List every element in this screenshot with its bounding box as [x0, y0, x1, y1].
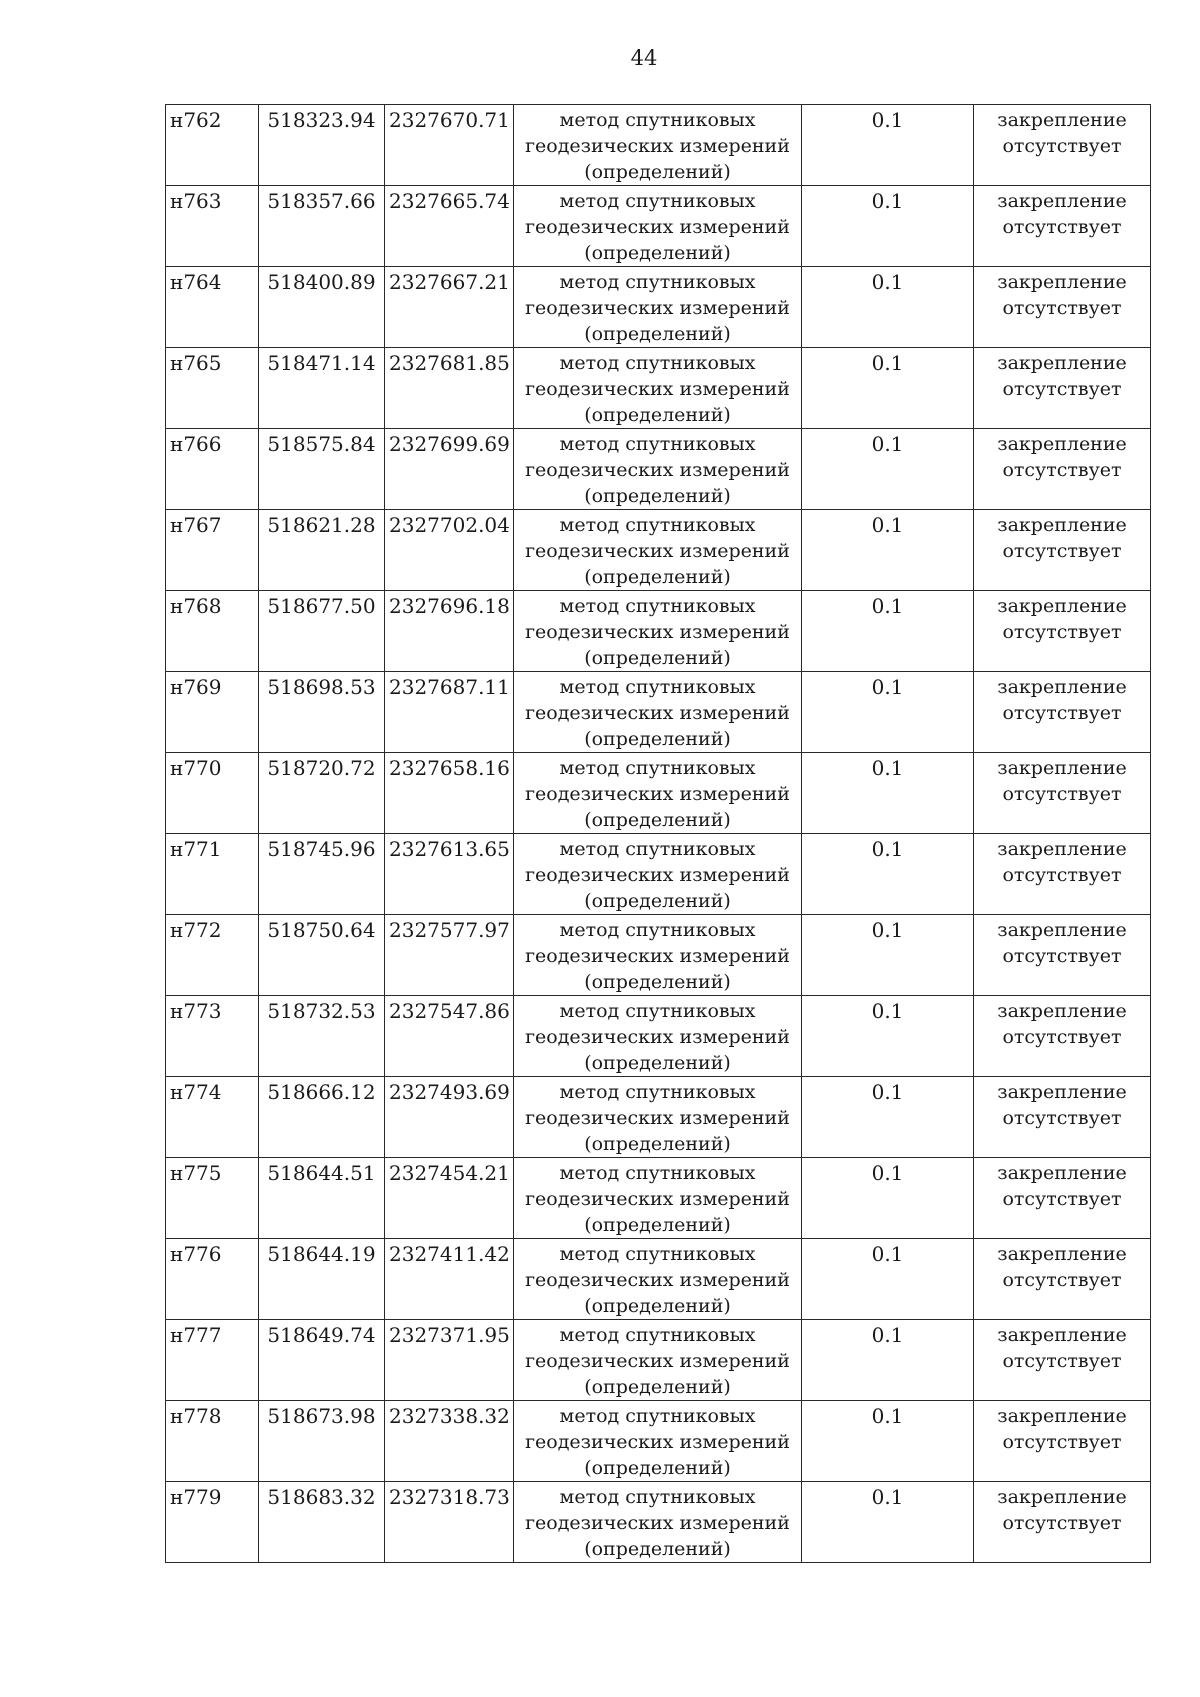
table-row	[166, 510, 1151, 591]
method-line: (определений)	[584, 1538, 731, 1560]
table-row	[166, 591, 1151, 672]
method-line: геодезических измерений	[525, 1512, 790, 1534]
fixation-cell	[974, 105, 1151, 186]
y-coordinate-cell: 2327318.73	[385, 1482, 514, 1563]
method-cell	[514, 1077, 802, 1158]
method-line: метод спутниковых	[559, 757, 756, 779]
point-id-cell: н779	[166, 1482, 259, 1563]
x-coordinate-cell: 518750.64	[259, 915, 385, 996]
method-line: (определений)	[584, 566, 731, 588]
x-coordinate-cell: 518683.32	[259, 1482, 385, 1563]
y-coordinate-cell: 2327681.85	[385, 348, 514, 429]
method-cell	[514, 1482, 802, 1563]
point-id-cell: н772	[166, 915, 259, 996]
fixation-line: отсутствует	[1002, 1431, 1122, 1453]
accuracy-cell: 0.1	[802, 996, 974, 1077]
method-line: метод спутниковых	[559, 514, 756, 536]
method-line: метод спутниковых	[559, 271, 756, 293]
x-coordinate-cell: 518649.74	[259, 1320, 385, 1401]
fixation-line: отсутствует	[1002, 216, 1122, 238]
table-row	[166, 1482, 1151, 1563]
point-id-cell: н774	[166, 1077, 259, 1158]
method-line: метод спутниковых	[559, 1486, 756, 1508]
method-line: (определений)	[584, 242, 731, 264]
fixation-line: закрепление	[997, 1000, 1127, 1022]
table-body	[166, 105, 1151, 1563]
method-line: геодезических измерений	[525, 783, 790, 805]
table-row	[166, 753, 1151, 834]
method-line: (определений)	[584, 890, 731, 912]
fixation-line: отсутствует	[1002, 864, 1122, 886]
coordinates-table	[165, 104, 1151, 1563]
fixation-cell	[974, 1320, 1151, 1401]
fixation-line: закрепление	[997, 595, 1127, 617]
method-line: (определений)	[584, 323, 731, 345]
point-id-cell: н776	[166, 1239, 259, 1320]
x-coordinate-cell: 518745.96	[259, 834, 385, 915]
method-line: геодезических измерений	[525, 1026, 790, 1048]
method-cell	[514, 429, 802, 510]
method-cell	[514, 753, 802, 834]
method-line: метод спутниковых	[559, 433, 756, 455]
fixation-line: отсутствует	[1002, 1188, 1122, 1210]
method-line: геодезических измерений	[525, 945, 790, 967]
method-line: геодезических измерений	[525, 216, 790, 238]
accuracy-cell: 0.1	[802, 267, 974, 348]
table-row	[166, 348, 1151, 429]
accuracy-cell: 0.1	[802, 1077, 974, 1158]
fixation-line: отсутствует	[1002, 1269, 1122, 1291]
method-line: (определений)	[584, 1295, 731, 1317]
method-cell	[514, 1320, 802, 1401]
fixation-line: отсутствует	[1002, 621, 1122, 643]
method-line: (определений)	[584, 809, 731, 831]
fixation-cell	[974, 591, 1151, 672]
fixation-cell	[974, 1077, 1151, 1158]
fixation-line: отсутствует	[1002, 378, 1122, 400]
point-id-cell: н764	[166, 267, 259, 348]
method-cell	[514, 1239, 802, 1320]
fixation-line: закрепление	[997, 109, 1127, 131]
method-line: метод спутниковых	[559, 1324, 756, 1346]
method-line: метод спутниковых	[559, 109, 756, 131]
fixation-line: закрепление	[997, 433, 1127, 455]
method-line: метод спутниковых	[559, 919, 756, 941]
table-row	[166, 672, 1151, 753]
point-id-cell: н770	[166, 753, 259, 834]
y-coordinate-cell: 2327687.11	[385, 672, 514, 753]
method-cell	[514, 1158, 802, 1239]
method-cell	[514, 996, 802, 1077]
method-cell	[514, 915, 802, 996]
page-number: 44	[630, 46, 658, 70]
method-line: метод спутниковых	[559, 676, 756, 698]
fixation-cell	[974, 429, 1151, 510]
fixation-cell	[974, 348, 1151, 429]
fixation-line: закрепление	[997, 1081, 1127, 1103]
accuracy-cell: 0.1	[802, 591, 974, 672]
y-coordinate-cell: 2327665.74	[385, 186, 514, 267]
table-row	[166, 267, 1151, 348]
x-coordinate-cell: 518644.51	[259, 1158, 385, 1239]
y-coordinate-cell: 2327547.86	[385, 996, 514, 1077]
fixation-cell	[974, 753, 1151, 834]
method-line: геодезических измерений	[525, 1107, 790, 1129]
fixation-line: закрепление	[997, 757, 1127, 779]
fixation-line: закрепление	[997, 514, 1127, 536]
method-cell	[514, 591, 802, 672]
accuracy-cell: 0.1	[802, 1239, 974, 1320]
fixation-line: закрепление	[997, 1405, 1127, 1427]
method-line: геодезических измерений	[525, 540, 790, 562]
method-line: (определений)	[584, 1376, 731, 1398]
method-line: геодезических измерений	[525, 1269, 790, 1291]
accuracy-cell: 0.1	[802, 672, 974, 753]
table-row	[166, 1158, 1151, 1239]
y-coordinate-cell: 2327493.69	[385, 1077, 514, 1158]
fixation-cell	[974, 267, 1151, 348]
method-line: геодезических измерений	[525, 864, 790, 886]
method-line: (определений)	[584, 971, 731, 993]
x-coordinate-cell: 518677.50	[259, 591, 385, 672]
accuracy-cell: 0.1	[802, 1158, 974, 1239]
point-id-cell: н775	[166, 1158, 259, 1239]
y-coordinate-cell: 2327613.65	[385, 834, 514, 915]
method-cell	[514, 510, 802, 591]
method-cell	[514, 834, 802, 915]
x-coordinate-cell: 518720.72	[259, 753, 385, 834]
point-id-cell: н763	[166, 186, 259, 267]
method-line: (определений)	[584, 485, 731, 507]
y-coordinate-cell: 2327658.16	[385, 753, 514, 834]
fixation-cell	[974, 672, 1151, 753]
method-line: геодезических измерений	[525, 1188, 790, 1210]
x-coordinate-cell: 518698.53	[259, 672, 385, 753]
method-line: (определений)	[584, 647, 731, 669]
fixation-line: отсутствует	[1002, 459, 1122, 481]
x-coordinate-cell: 518357.66	[259, 186, 385, 267]
y-coordinate-cell: 2327371.95	[385, 1320, 514, 1401]
point-id-cell: н767	[166, 510, 259, 591]
y-coordinate-cell: 2327699.69	[385, 429, 514, 510]
fixation-cell	[974, 1239, 1151, 1320]
method-line: геодезических измерений	[525, 1431, 790, 1453]
method-line: метод спутниковых	[559, 595, 756, 617]
fixation-line: отсутствует	[1002, 135, 1122, 157]
x-coordinate-cell: 518732.53	[259, 996, 385, 1077]
y-coordinate-cell: 2327577.97	[385, 915, 514, 996]
method-line: метод спутниковых	[559, 352, 756, 374]
method-line: метод спутниковых	[559, 1243, 756, 1265]
method-line: метод спутниковых	[559, 1000, 756, 1022]
fixation-line: закрепление	[997, 352, 1127, 374]
fixation-line: отсутствует	[1002, 702, 1122, 724]
fixation-line: закрепление	[997, 271, 1127, 293]
fixation-cell	[974, 1158, 1151, 1239]
method-line: метод спутниковых	[559, 1405, 756, 1427]
table-row	[166, 915, 1151, 996]
point-id-cell: н766	[166, 429, 259, 510]
x-coordinate-cell: 518673.98	[259, 1401, 385, 1482]
method-line: (определений)	[584, 1052, 731, 1074]
accuracy-cell: 0.1	[802, 834, 974, 915]
method-line: метод спутниковых	[559, 1162, 756, 1184]
table-row	[166, 1401, 1151, 1482]
table-row	[166, 1077, 1151, 1158]
fixation-line: закрепление	[997, 1162, 1127, 1184]
x-coordinate-cell: 518666.12	[259, 1077, 385, 1158]
method-cell	[514, 348, 802, 429]
method-line: (определений)	[584, 161, 731, 183]
fixation-line: закрепление	[997, 1486, 1127, 1508]
table-row	[166, 834, 1151, 915]
method-cell	[514, 105, 802, 186]
fixation-cell	[974, 915, 1151, 996]
fixation-cell	[974, 1401, 1151, 1482]
table-row	[166, 105, 1151, 186]
method-line: геодезических измерений	[525, 135, 790, 157]
point-id-cell: н762	[166, 105, 259, 186]
fixation-line: отсутствует	[1002, 945, 1122, 967]
method-line: (определений)	[584, 404, 731, 426]
fixation-line: отсутствует	[1002, 783, 1122, 805]
fixation-line: закрепление	[997, 838, 1127, 860]
x-coordinate-cell: 518323.94	[259, 105, 385, 186]
accuracy-cell: 0.1	[802, 1482, 974, 1563]
fixation-line: отсутствует	[1002, 1107, 1122, 1129]
x-coordinate-cell: 518644.19	[259, 1239, 385, 1320]
accuracy-cell: 0.1	[802, 915, 974, 996]
fixation-line: отсутствует	[1002, 1512, 1122, 1534]
fixation-cell	[974, 186, 1151, 267]
y-coordinate-cell: 2327338.32	[385, 1401, 514, 1482]
method-line: (определений)	[584, 1214, 731, 1236]
fixation-line: отсутствует	[1002, 540, 1122, 562]
method-line: метод спутниковых	[559, 838, 756, 860]
y-coordinate-cell: 2327454.21	[385, 1158, 514, 1239]
point-id-cell: н765	[166, 348, 259, 429]
table-row	[166, 996, 1151, 1077]
fixation-cell	[974, 996, 1151, 1077]
point-id-cell: н771	[166, 834, 259, 915]
table-row	[166, 1320, 1151, 1401]
method-line: геодезических измерений	[525, 378, 790, 400]
x-coordinate-cell: 518621.28	[259, 510, 385, 591]
accuracy-cell: 0.1	[802, 186, 974, 267]
fixation-line: закрепление	[997, 1324, 1127, 1346]
accuracy-cell: 0.1	[802, 348, 974, 429]
accuracy-cell: 0.1	[802, 105, 974, 186]
table-row	[166, 186, 1151, 267]
fixation-line: отсутствует	[1002, 1026, 1122, 1048]
method-line: геодезических измерений	[525, 297, 790, 319]
method-cell	[514, 267, 802, 348]
fixation-line: отсутствует	[1002, 1350, 1122, 1372]
fixation-line: отсутствует	[1002, 297, 1122, 319]
y-coordinate-cell: 2327411.42	[385, 1239, 514, 1320]
fixation-line: закрепление	[997, 676, 1127, 698]
fixation-line: закрепление	[997, 190, 1127, 212]
point-id-cell: н778	[166, 1401, 259, 1482]
method-line: (определений)	[584, 1457, 731, 1479]
accuracy-cell: 0.1	[802, 1401, 974, 1482]
accuracy-cell: 0.1	[802, 429, 974, 510]
x-coordinate-cell: 518400.89	[259, 267, 385, 348]
table-row	[166, 429, 1151, 510]
y-coordinate-cell: 2327702.04	[385, 510, 514, 591]
x-coordinate-cell: 518575.84	[259, 429, 385, 510]
fixation-cell	[974, 834, 1151, 915]
table-row	[166, 1239, 1151, 1320]
method-line: метод спутниковых	[559, 190, 756, 212]
method-line: геодезических измерений	[525, 1350, 790, 1372]
y-coordinate-cell: 2327670.71	[385, 105, 514, 186]
method-cell	[514, 1401, 802, 1482]
accuracy-cell: 0.1	[802, 510, 974, 591]
point-id-cell: н777	[166, 1320, 259, 1401]
accuracy-cell: 0.1	[802, 1320, 974, 1401]
x-coordinate-cell: 518471.14	[259, 348, 385, 429]
y-coordinate-cell: 2327667.21	[385, 267, 514, 348]
method-line: (определений)	[584, 728, 731, 750]
method-line: (определений)	[584, 1133, 731, 1155]
point-id-cell: н769	[166, 672, 259, 753]
point-id-cell: н773	[166, 996, 259, 1077]
method-cell	[514, 672, 802, 753]
fixation-line: закрепление	[997, 919, 1127, 941]
method-cell	[514, 186, 802, 267]
fixation-cell	[974, 510, 1151, 591]
method-line: геодезических измерений	[525, 702, 790, 724]
fixation-cell	[974, 1482, 1151, 1563]
accuracy-cell: 0.1	[802, 753, 974, 834]
fixation-line: закрепление	[997, 1243, 1127, 1265]
method-line: метод спутниковых	[559, 1081, 756, 1103]
point-id-cell: н768	[166, 591, 259, 672]
method-line: геодезических измерений	[525, 459, 790, 481]
y-coordinate-cell: 2327696.18	[385, 591, 514, 672]
method-line: геодезических измерений	[525, 621, 790, 643]
